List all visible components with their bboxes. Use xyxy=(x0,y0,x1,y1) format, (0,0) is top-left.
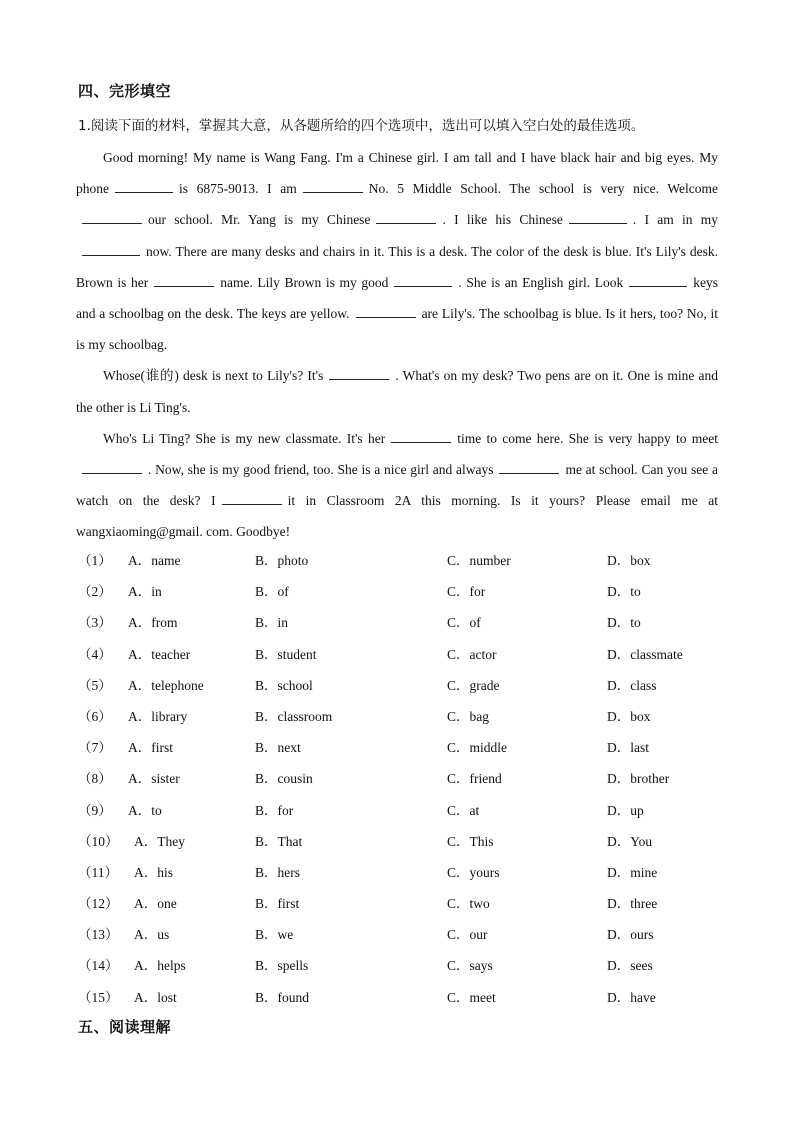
option-a[interactable]: A．teacher xyxy=(128,646,191,662)
passage-text: No. 5 Middle School. The school is very nice. Welcome xyxy=(368,181,718,197)
option-a[interactable]: A．his xyxy=(134,864,174,880)
passage-text: . I am in my xyxy=(632,212,718,228)
option-b[interactable]: B．we xyxy=(255,927,294,943)
option-c[interactable]: C．at xyxy=(447,802,480,818)
option-a[interactable]: A．They xyxy=(134,833,185,849)
section-five-title: 五、阅读理解 xyxy=(78,1018,172,1036)
passage-text: Whose(谁的) desk is next to Lily's? It's xyxy=(103,368,324,384)
option-d[interactable]: D．box xyxy=(607,708,651,724)
question-number: （13） xyxy=(78,927,119,943)
blank-11 xyxy=(329,366,389,381)
option-a[interactable]: A．first xyxy=(128,740,173,756)
passage-paragraph-3 xyxy=(76,423,718,548)
question-number: （11） xyxy=(78,864,118,880)
passage-text: are Lily's. The schoolbag is blue. Is it hers, too? No, it is my schoolbag. xyxy=(76,306,719,353)
blank-3 xyxy=(82,210,142,225)
option-c[interactable]: C．number xyxy=(447,553,511,568)
blank-13 xyxy=(82,460,142,475)
passage-text: me at school. Can you see a watch on the desk? I xyxy=(76,462,718,509)
option-a[interactable]: A．sister xyxy=(128,771,180,787)
option-a[interactable]: A．to xyxy=(128,802,162,818)
option-b[interactable]: B．first xyxy=(255,896,300,912)
blank-12 xyxy=(391,428,451,443)
blank-2 xyxy=(303,179,363,194)
option-d[interactable]: D．sees xyxy=(607,958,653,974)
passage-text: . Now, she is my good friend, too. She is a nice girl and always xyxy=(148,462,494,478)
option-c[interactable]: C．grade xyxy=(447,677,500,693)
passage-text: name. Lily Brown is my good xyxy=(220,274,389,290)
option-c[interactable]: C．bag xyxy=(447,708,489,724)
option-row xyxy=(78,982,718,1013)
option-a[interactable]: A．from xyxy=(128,615,178,631)
option-d[interactable]: D．have xyxy=(607,989,656,1005)
passage-text: is 6875-9013. I am xyxy=(179,181,297,197)
passage-text: time to come here. She is very happy to meet xyxy=(457,430,718,446)
blank-6 xyxy=(82,241,140,256)
question-number: （15） xyxy=(78,989,119,1005)
option-b[interactable]: B．spells xyxy=(255,958,309,974)
option-row xyxy=(78,607,718,638)
option-a[interactable]: A．telephone xyxy=(128,677,204,693)
option-c[interactable]: C．two xyxy=(447,896,490,912)
question-number: （3） xyxy=(78,615,112,631)
blank-5 xyxy=(569,210,627,225)
question-number: （7） xyxy=(78,740,112,756)
passage-text: . I like his Chinese xyxy=(442,212,563,228)
blank-8 xyxy=(394,272,452,287)
blank-4 xyxy=(376,210,436,225)
passage-text: now. There are many desks and chairs in it. This is a desk. The color of the desk is blue. It's Lily's desk. Brown is her xyxy=(76,243,718,290)
blank-10 xyxy=(356,304,416,319)
blank-15 xyxy=(222,491,282,506)
passage-text: Good morning! My name is Wang Fang. I'm a Chinese girl. I am tall and I have black hair and big eyes. My phone xyxy=(76,150,718,197)
option-row xyxy=(78,732,718,763)
option-a[interactable]: A．name xyxy=(128,553,181,568)
option-d[interactable]: D．classmate xyxy=(607,646,683,662)
option-b[interactable]: B．photo xyxy=(255,553,309,568)
option-d[interactable]: D．class xyxy=(607,677,657,693)
option-d[interactable]: D．up xyxy=(607,802,644,818)
option-c[interactable]: C．yours xyxy=(447,864,500,880)
option-d[interactable]: D．ours xyxy=(607,927,654,943)
option-b[interactable]: B．found xyxy=(255,989,309,1005)
option-row xyxy=(78,888,718,919)
option-c[interactable]: C．actor xyxy=(447,646,497,662)
option-b[interactable]: B．of xyxy=(255,584,289,600)
section-four-title: 四、完形填空 xyxy=(78,82,172,100)
option-d[interactable]: D．last xyxy=(607,740,649,756)
option-b[interactable]: B．in xyxy=(255,615,289,631)
option-row xyxy=(78,826,718,857)
cloze-instruction: 1.阅读下面的材料，掌握其大意，从各题所给的四个选项中，选出可以填入空白处的最佳选项。 xyxy=(78,118,645,134)
blank-9 xyxy=(629,272,687,287)
option-c[interactable]: C．our xyxy=(447,927,488,943)
option-row xyxy=(78,919,718,950)
option-row xyxy=(78,701,718,732)
option-a[interactable]: A．library xyxy=(128,708,188,724)
option-c[interactable]: C．friend xyxy=(447,771,502,787)
option-row xyxy=(78,950,718,981)
blank-1 xyxy=(115,179,173,194)
answer-options xyxy=(78,545,718,1013)
question-number: （8） xyxy=(78,771,112,787)
option-a[interactable]: A．one xyxy=(134,896,177,912)
option-row xyxy=(78,545,718,576)
passage-text: Who's Li Ting? She is my new classmate. It's her xyxy=(103,430,386,446)
option-a[interactable]: A．in xyxy=(128,584,162,600)
passage-text: our school. Mr. Yang is my Chinese xyxy=(148,212,371,228)
option-a[interactable]: A．us xyxy=(134,927,170,943)
option-b[interactable]: B．for xyxy=(255,802,294,818)
option-row xyxy=(78,795,718,826)
passage-text: . She is an English girl. Look xyxy=(458,274,624,290)
question-number: （5） xyxy=(78,677,112,693)
option-a[interactable]: A．lost xyxy=(134,989,177,1005)
option-a[interactable]: A．helps xyxy=(134,958,186,974)
option-d[interactable]: D．brother xyxy=(607,771,670,787)
passage-text: it in Classroom 2A this morning. Is it yours? Please email me at wangxiaoming@gmail. com. Goodbye! xyxy=(76,493,718,540)
option-d[interactable]: D．three xyxy=(607,896,658,912)
option-row xyxy=(78,639,718,670)
option-d[interactable]: D．mine xyxy=(607,864,658,880)
option-c[interactable]: C．This xyxy=(447,833,494,849)
option-row xyxy=(78,670,718,701)
question-number: （12） xyxy=(78,896,119,912)
option-c[interactable]: C．says xyxy=(447,958,493,974)
option-d[interactable]: D．You xyxy=(607,833,653,849)
question-number: （1） xyxy=(78,553,112,568)
option-d[interactable]: D．to xyxy=(607,615,641,631)
question-number: （9） xyxy=(78,802,112,818)
option-b[interactable]: B．That xyxy=(255,833,303,849)
passage-paragraph-2 xyxy=(76,360,718,422)
passage-paragraph-1 xyxy=(76,142,718,360)
option-b[interactable]: B．school xyxy=(255,677,313,693)
option-b[interactable]: B．cousin xyxy=(255,771,313,787)
question-number: （14） xyxy=(78,958,119,974)
cloze-passage xyxy=(76,142,718,548)
option-b[interactable]: B．next xyxy=(255,740,301,756)
blank-14 xyxy=(499,460,559,475)
passage-text: keys and a schoolbag on the desk. The keys are yellow. xyxy=(76,274,718,322)
option-b[interactable]: B．student xyxy=(255,646,317,662)
option-c[interactable]: C．middle xyxy=(447,740,507,756)
option-b[interactable]: B．hers xyxy=(255,864,300,880)
question-number: （10） xyxy=(78,833,119,849)
blank-7 xyxy=(154,272,214,287)
question-number: （6） xyxy=(78,708,112,724)
option-row xyxy=(78,763,718,794)
question-number: （2） xyxy=(78,584,112,600)
option-row xyxy=(78,857,718,888)
option-b[interactable]: B．classroom xyxy=(255,708,333,724)
option-c[interactable]: C．for xyxy=(447,584,486,600)
option-d[interactable]: D．to xyxy=(607,584,641,600)
option-c[interactable]: C．meet xyxy=(447,989,496,1005)
option-row xyxy=(78,576,718,607)
option-c[interactable]: C．of xyxy=(447,615,481,631)
passage-text: . What's on my desk? Two pens are on it. One is mine and the other is Li Ting's. xyxy=(76,368,718,415)
question-number: （4） xyxy=(78,646,112,662)
option-d[interactable]: D．box xyxy=(607,553,651,568)
